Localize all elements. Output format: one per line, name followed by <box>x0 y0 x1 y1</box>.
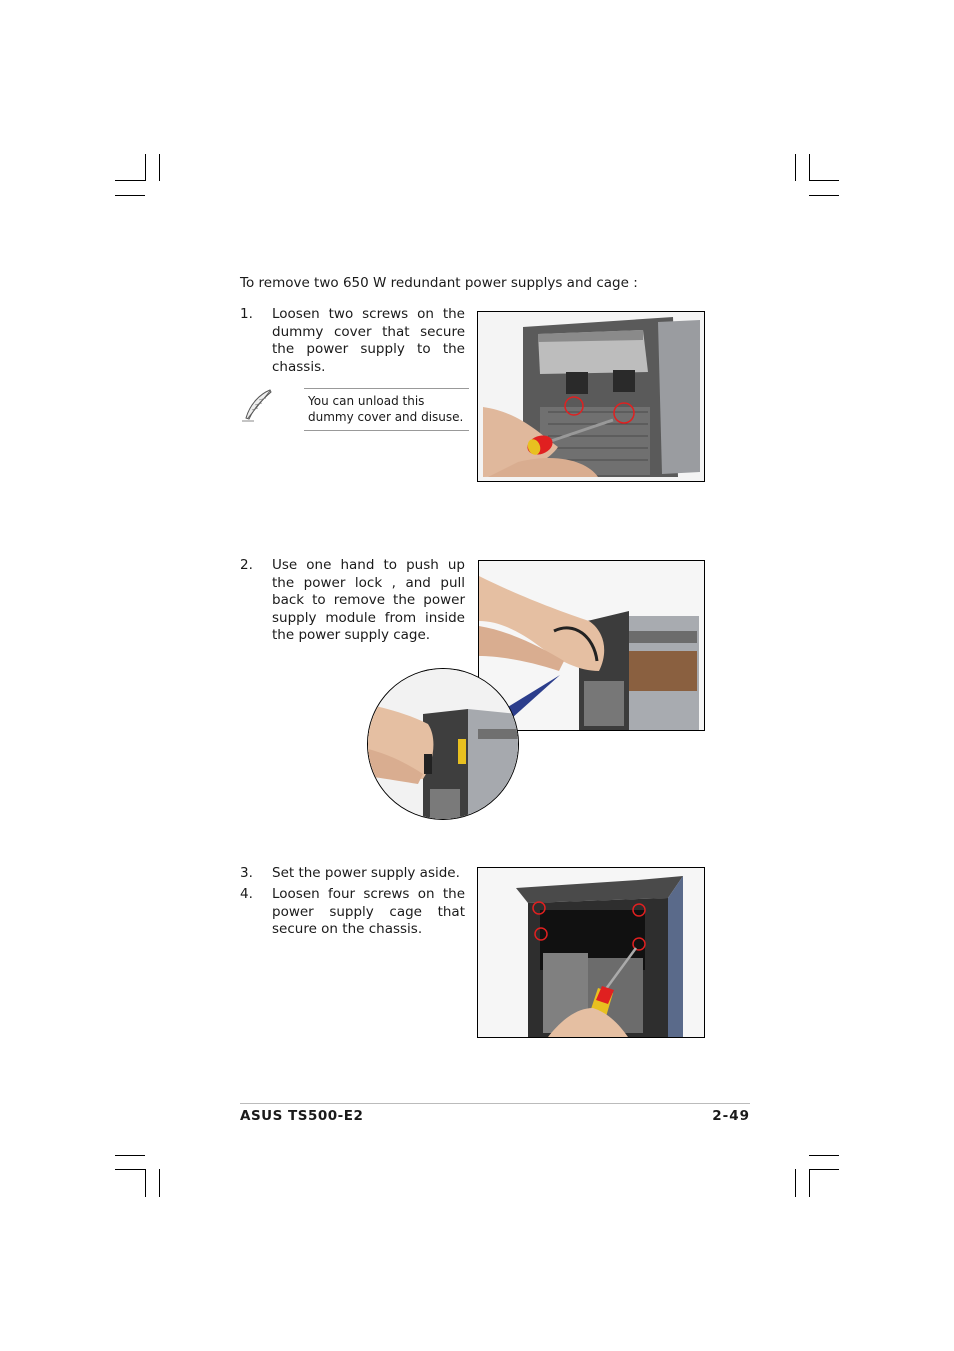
crop-mark <box>159 154 160 181</box>
crop-mark <box>809 1169 810 1197</box>
crop-mark <box>809 180 839 181</box>
crop-mark <box>145 1169 146 1197</box>
step-4 <box>240 886 466 940</box>
note-box: You can unload this dummy cover and disuse. <box>304 388 469 431</box>
crop-mark <box>795 1169 796 1197</box>
photo-dummy-cover-screws <box>477 311 705 482</box>
crop-mark <box>115 1155 145 1156</box>
step-2 <box>240 557 466 647</box>
step-number: 2. <box>240 557 253 573</box>
photo-cage-screws <box>477 867 705 1038</box>
step-text: Set the power supply aside. <box>272 865 460 881</box>
crop-mark <box>795 154 796 181</box>
crop-mark <box>809 195 839 196</box>
feather-pen-icon <box>240 388 276 424</box>
step-text: Loosen four screws on the power supply cage that secure on the chassis. <box>272 886 465 937</box>
step-3 <box>240 865 466 883</box>
crop-mark <box>159 1169 160 1197</box>
step-1 <box>240 306 466 375</box>
step-number: 3. <box>240 865 253 881</box>
crop-mark <box>115 195 145 196</box>
zoom-inset-power-lock <box>367 668 519 820</box>
footer-page-number: 2-49 <box>712 1108 750 1124</box>
step-text: Use one hand to push up the power lock , and pull back to remove the power supply module from inside the power supply cage. <box>272 557 465 643</box>
step-number: 1. <box>240 306 253 322</box>
step-number: 4. <box>240 886 253 902</box>
crop-mark <box>809 1169 839 1170</box>
intro-text: To remove two 650 W redundant power supplys and cage : <box>240 275 638 291</box>
footer-product-name: ASUS TS500-E2 <box>240 1108 364 1124</box>
crop-mark <box>115 1169 145 1170</box>
step-text: Loosen two screws on the dummy cover that secure the power supply to the chassis. <box>272 306 465 375</box>
crop-mark <box>809 154 810 181</box>
crop-mark <box>145 154 146 181</box>
crop-mark <box>809 1155 839 1156</box>
footer-rule <box>240 1103 750 1104</box>
crop-mark <box>115 180 145 181</box>
